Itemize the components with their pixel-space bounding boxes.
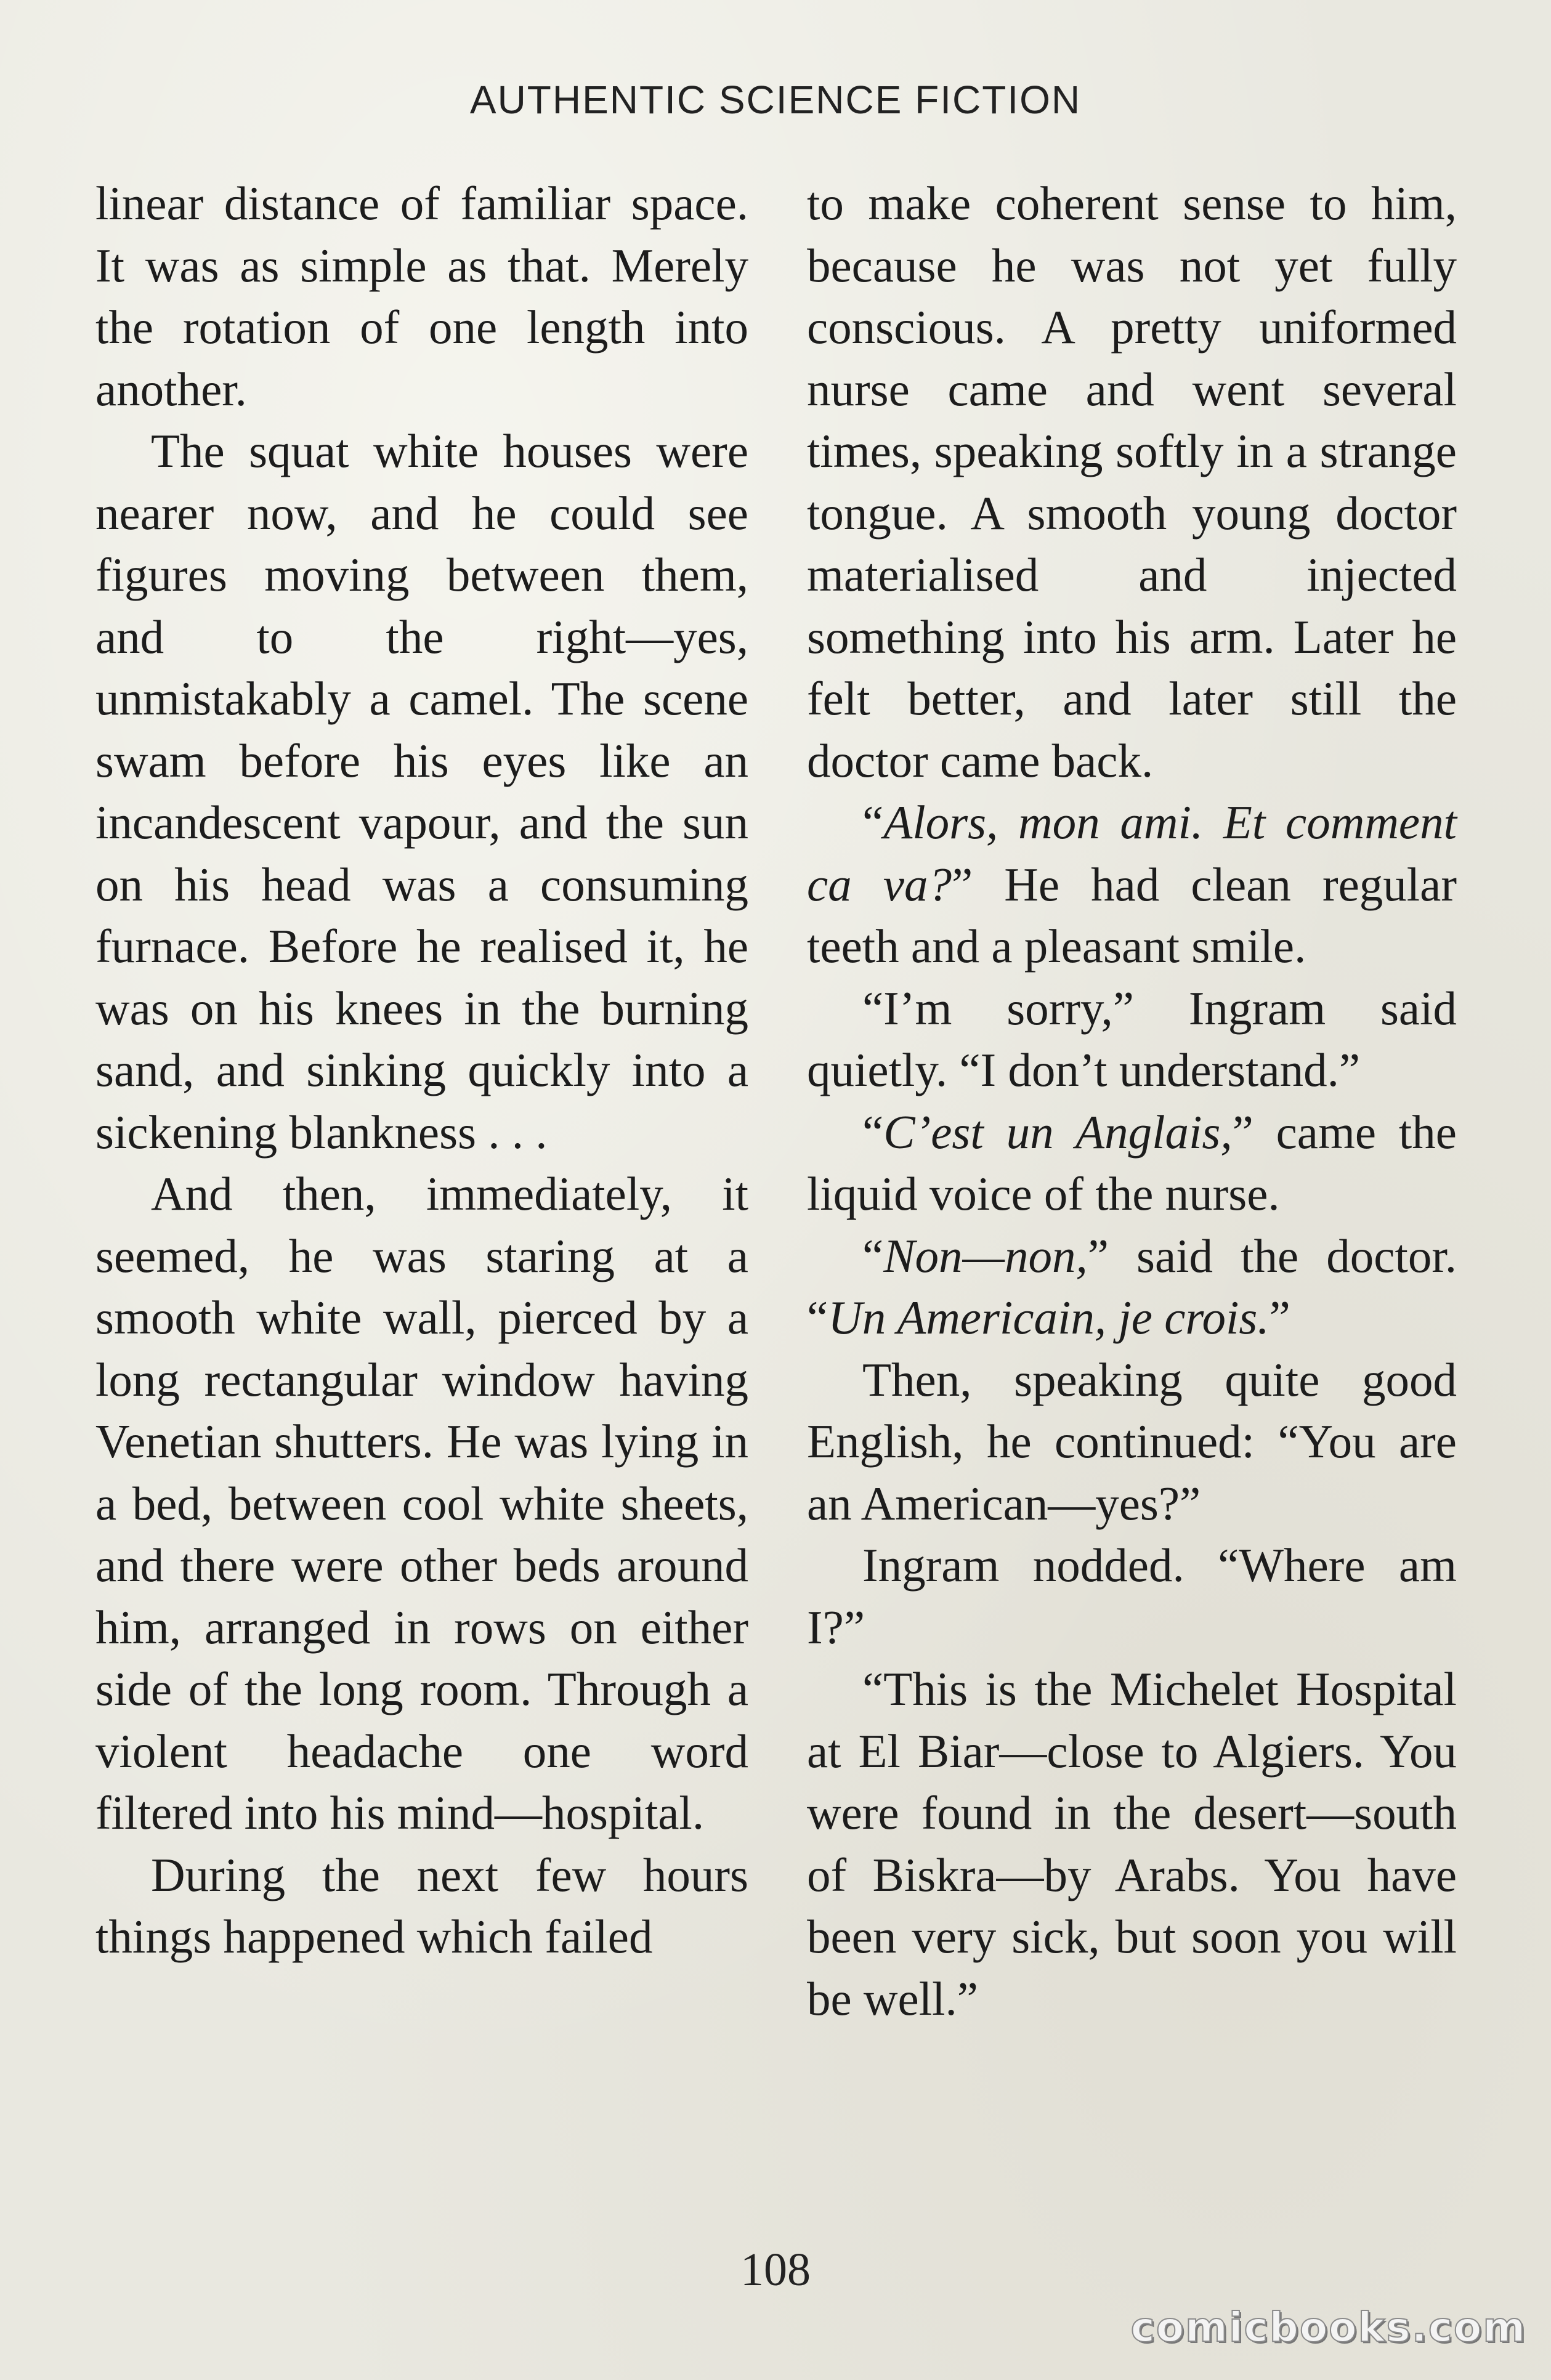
french-dialogue: C’est un Anglais,	[883, 1105, 1233, 1159]
french-dialogue: Non—non,	[883, 1229, 1088, 1282]
watermark-logo: comicbooks.com	[1130, 2304, 1526, 2351]
quote-open: “	[862, 796, 884, 849]
paragraph: And then, immediately, it seemed, he was staring at a smooth white wall, pierced by a long rectangular window having Venetian shutters. He was lying in a bed, between cool white sheets, and there were other beds around him, arranged in rows on either side of the long room. Through a violent headache one word filtered into his mind—hospital.	[95, 1167, 748, 1839]
quote-close: ”	[1269, 1291, 1290, 1344]
paragraph	[807, 1225, 1457, 1349]
paragraph: “I’m sorry,” Ingram said quietly. “I don’t understand.”	[807, 981, 1457, 1096]
quote-open: “	[862, 1229, 884, 1282]
paragraph	[807, 791, 1457, 977]
left-column	[95, 172, 748, 1968]
paragraph-text: ” He had clean regular teeth and a pleasant smile.	[807, 857, 1457, 973]
paragraph: Then, speaking quite good English, he continued: “You are an American—yes?”	[807, 1353, 1457, 1530]
running-header: AUTHENTIC SCIENCE FICTION	[469, 78, 1082, 122]
quote-open: “	[862, 1105, 884, 1159]
right-column	[807, 172, 1457, 2030]
page-number: 108	[740, 2244, 811, 2296]
french-dialogue: Alors, mon ami. Et comment ca va?	[807, 796, 1457, 911]
french-dialogue: Un Americain, je crois.	[828, 1291, 1270, 1344]
paragraph-text: ” said the doctor. “	[807, 1229, 1457, 1344]
paragraph: “This is the Michelet Hospital at El Biar—close to Algiers. You were found in the desert—south of Biskra—by Arabs. You have been very sick, but soon you will be well.”	[807, 1662, 1457, 2025]
paragraph: linear distance of familiar space. It was as simple as that. Merely the rotation of one length into another.	[95, 177, 748, 416]
paragraph: Ingram nodded. “Where am I?”	[807, 1539, 1457, 1654]
paragraph-text: ” came the liquid voice of the nurse.	[807, 1105, 1457, 1220]
paragraph: During the next few hours things happened which failed	[95, 1848, 748, 1963]
paragraph: The squat white houses were nearer now, and he could see figures moving between them, and to the right—yes, unmistakably a camel. The scene swam before his eyes like an incandescent vapour, and the sun on his head was a consuming furnace. Before he realised it, he was on his knees in the burning sand, and sinking quickly into a sickening blankness . . .	[95, 424, 748, 1159]
paragraph: to make coherent sense to him, because he was not yet fully conscious. A pretty uniformed nurse came and went several times, speaking softly in a strange tongue. A smooth young doctor materialised and injected something into his arm. Later he felt better, and later still the doctor came back.	[807, 177, 1457, 787]
paragraph	[807, 1101, 1457, 1225]
